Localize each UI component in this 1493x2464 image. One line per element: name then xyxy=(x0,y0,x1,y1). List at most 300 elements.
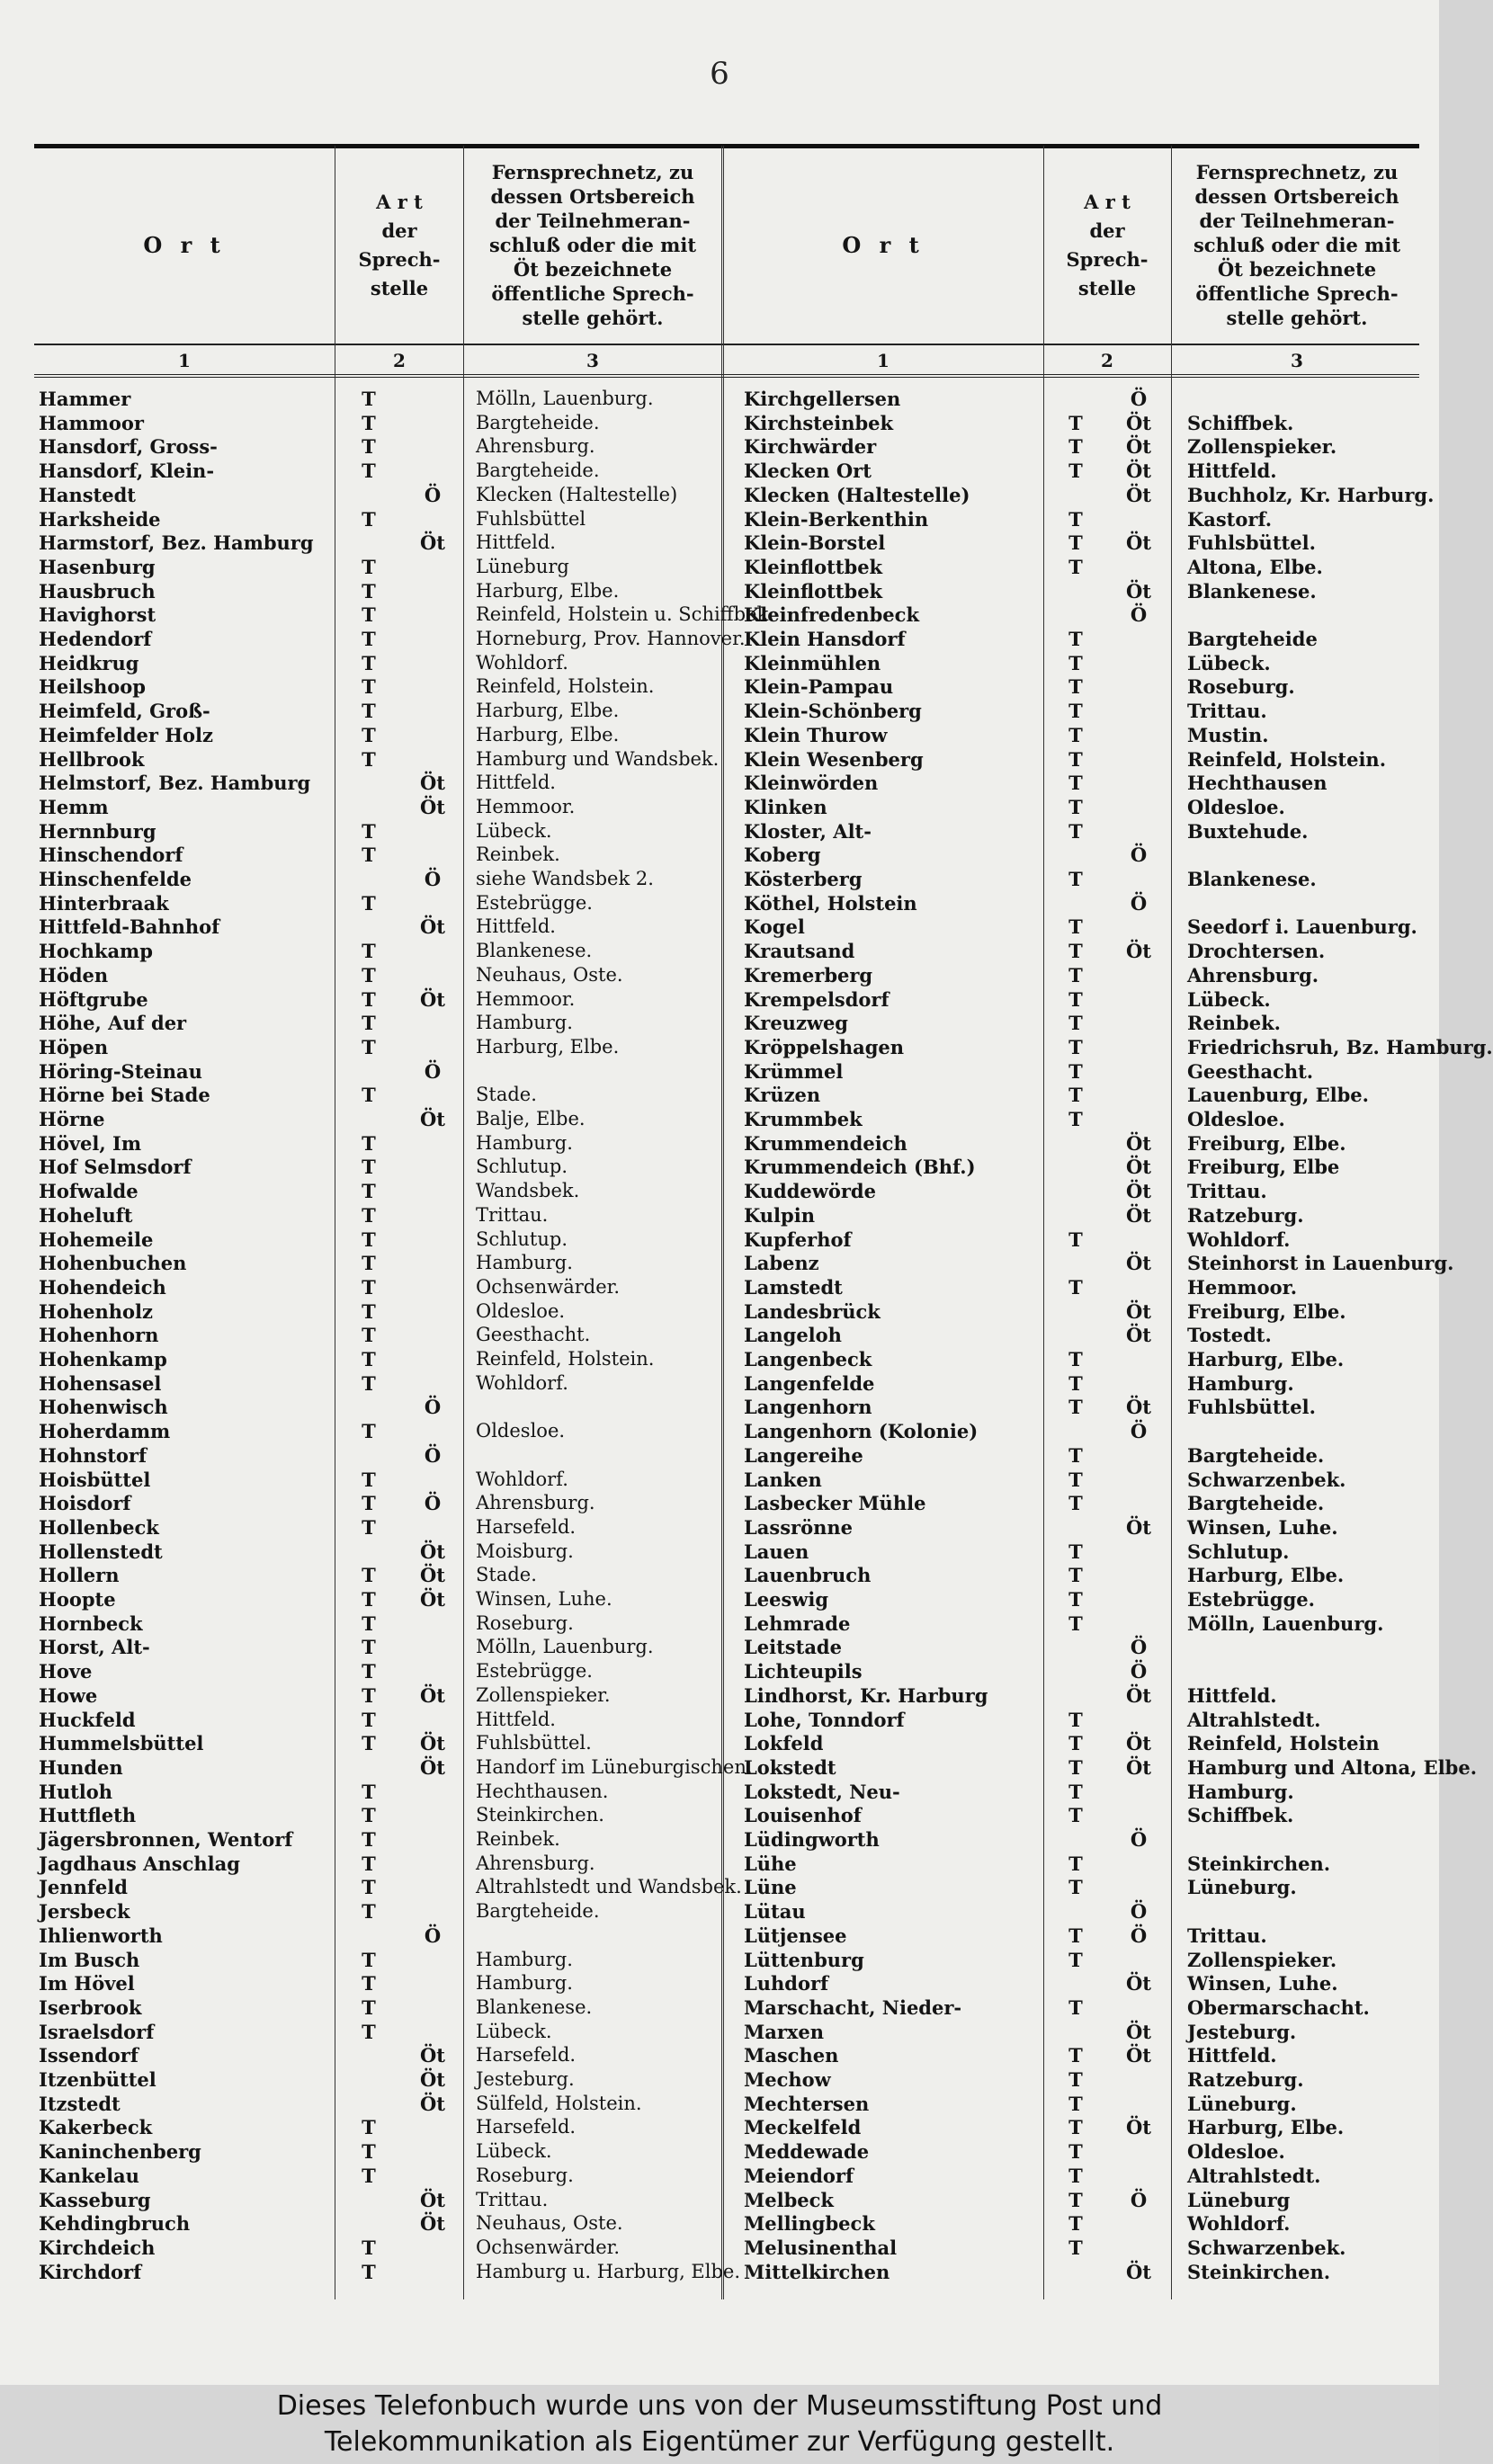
telephone-mark: T xyxy=(362,987,376,1011)
place-name: Hummelsbüttel xyxy=(39,1732,204,1755)
table-row xyxy=(34,1852,1437,1876)
network-name: Reinfeld, Holstein. xyxy=(476,675,655,698)
table-row xyxy=(34,2139,1437,2164)
place-name: Hofwalde xyxy=(39,1180,139,1203)
place-name: Lokstedt, Neu- xyxy=(744,1780,900,1803)
table-row xyxy=(34,1875,1437,1899)
network-name: Lübeck. xyxy=(1187,987,1271,1011)
place-name: Kankelau xyxy=(39,2164,139,2187)
place-name: Itzenbüttel xyxy=(39,2068,156,2091)
telephone-mark: T xyxy=(362,1564,376,1587)
network-name: Hamburg u. Harburg, Elbe. xyxy=(476,2260,741,2282)
telephone-mark: T xyxy=(1068,1804,1083,1827)
telephone-mark: T xyxy=(362,1468,376,1491)
public-station-mark: Öt xyxy=(1126,1732,1151,1755)
public-station-mark: Öt xyxy=(420,1732,445,1755)
public-station-mark: Öt xyxy=(1126,940,1151,963)
telephone-mark: T xyxy=(1068,2164,1083,2187)
telephone-mark: T xyxy=(362,1708,376,1731)
telephone-mark: T xyxy=(362,747,376,771)
telephone-mark: T xyxy=(362,1683,376,1707)
public-station-mark: Öt xyxy=(1126,483,1151,506)
place-name: Heimfeld, Groß- xyxy=(39,700,210,723)
table-row xyxy=(34,1708,1437,1732)
telephone-mark: T xyxy=(1068,1852,1083,1875)
telephone-mark: T xyxy=(362,1972,376,1995)
header-netz-right xyxy=(1173,148,1421,342)
place-name: Höhe, Auf der xyxy=(39,1012,187,1035)
table-row xyxy=(34,2211,1437,2236)
network-name: Steinkirchen. xyxy=(476,1804,604,1826)
header-netz-line: schluß oder die mit xyxy=(488,234,697,256)
place-name: Mechtersen xyxy=(744,2092,870,2115)
table-row xyxy=(34,1107,1437,1131)
telephone-mark: T xyxy=(362,2020,376,2043)
table-row xyxy=(34,1371,1437,1396)
telephone-mark: T xyxy=(1068,2068,1083,2091)
place-name: Hörne bei Stade xyxy=(39,1084,210,1107)
network-name: Harburg, Elbe. xyxy=(476,723,620,745)
place-name: Krummendeich (Bhf.) xyxy=(744,1156,976,1179)
place-name: Hasenburg xyxy=(39,555,156,578)
public-station-mark: Öt xyxy=(1126,460,1151,483)
network-name: Winsen, Luhe. xyxy=(1187,1515,1338,1539)
network-name: Schwarzenbek. xyxy=(1187,2236,1346,2259)
network-name: Hittfeld. xyxy=(476,531,556,554)
telephone-mark: T xyxy=(362,963,376,986)
network-name: Harburg, Elbe. xyxy=(1187,1348,1345,1370)
place-name: Im Busch xyxy=(39,1948,140,1971)
network-name: Fuhlsbüttel. xyxy=(1187,531,1316,555)
place-name: Kasseburg xyxy=(39,2188,151,2211)
telephone-mark: T xyxy=(362,1995,376,2019)
telephone-mark: T xyxy=(362,2260,376,2283)
place-name: Harmstorf, Bez. Hamburg xyxy=(39,531,314,555)
network-name: Lübeck. xyxy=(1187,651,1271,674)
network-name: Lübeck. xyxy=(476,819,552,842)
place-name: Labenz xyxy=(744,1252,819,1275)
telephone-mark: T xyxy=(1068,700,1083,723)
telephone-mark: T xyxy=(1068,1396,1083,1419)
place-name: Leeswig xyxy=(744,1588,829,1611)
table-row xyxy=(34,795,1437,819)
network-name: Harburg, Elbe. xyxy=(476,700,620,722)
place-name: Jagdhaus Anschlag xyxy=(39,1852,240,1875)
table-row xyxy=(34,507,1437,531)
table-row xyxy=(34,1131,1437,1156)
place-name: Landesbrück xyxy=(744,1299,881,1323)
column-number: 2 xyxy=(1101,350,1113,371)
place-name: Melusinenthal xyxy=(744,2236,898,2259)
network-name: Harsefeld. xyxy=(476,1515,577,1538)
place-name: Iserbrook xyxy=(39,1995,142,2019)
table-row xyxy=(34,531,1437,555)
table-row xyxy=(34,1083,1437,1107)
telephone-mark: T xyxy=(1068,2044,1083,2067)
network-name: Hamburg. xyxy=(476,1972,573,1995)
network-name: Bargteheide. xyxy=(476,460,600,482)
public-station-mark: Öt xyxy=(1126,2116,1151,2139)
public-station-mark: Öt xyxy=(1126,531,1151,555)
place-name: Hollern xyxy=(39,1564,120,1587)
place-name: Langenhorn xyxy=(744,1396,872,1419)
place-name: Hanstedt xyxy=(39,483,136,506)
network-name: Wohldorf. xyxy=(476,1468,568,1490)
telephone-mark: T xyxy=(1068,651,1083,674)
network-name: Harsefeld. xyxy=(476,2044,577,2067)
telephone-mark: T xyxy=(1068,555,1083,578)
public-station-mark: Öt xyxy=(420,2068,445,2091)
place-name: Klecken (Haltestelle) xyxy=(744,483,970,506)
telephone-mark: T xyxy=(362,2140,376,2164)
place-name: Klein-Pampau xyxy=(744,675,894,699)
column-number: 3 xyxy=(1291,350,1303,371)
network-name: Hittfeld. xyxy=(1187,460,1277,483)
telephone-mark: T xyxy=(1068,1228,1083,1251)
table-row xyxy=(34,819,1437,844)
network-name: Estebrügge. xyxy=(476,1660,593,1683)
telephone-mark: T xyxy=(362,1515,376,1539)
telephone-mark: T xyxy=(1068,1108,1083,1130)
network-name: Ahrensburg. xyxy=(476,435,595,458)
table-row xyxy=(34,2260,1437,2284)
network-name: Zollenspieker. xyxy=(1187,435,1337,459)
place-name: Hoherdamm xyxy=(39,1420,171,1443)
telephone-mark: T xyxy=(362,2116,376,2139)
place-name: Hinschenfelde xyxy=(39,868,192,890)
table-row xyxy=(34,2188,1437,2212)
network-name: Seedorf i. Lauenburg. xyxy=(1187,915,1417,939)
telephone-mark: T xyxy=(362,1588,376,1611)
place-name: Hohenwisch xyxy=(39,1396,168,1419)
telephone-mark: T xyxy=(1068,435,1083,459)
telephone-mark: T xyxy=(1068,1371,1083,1395)
telephone-mark: T xyxy=(362,555,376,578)
network-name: Zollenspieker. xyxy=(476,1683,611,1706)
header-netz-line: Öt bezeichnete xyxy=(1217,258,1377,281)
network-name: Hamburg und Altona, Elbe. xyxy=(1187,1755,1478,1779)
network-name: Oldesloe. xyxy=(1187,1108,1285,1130)
telephone-mark: T xyxy=(362,1348,376,1370)
header-netz-line: stelle gehört. xyxy=(1226,307,1368,329)
table-row xyxy=(34,1059,1437,1084)
network-name: Ahrensburg. xyxy=(1187,963,1319,986)
table-row xyxy=(34,1563,1437,1587)
place-name: Kakerbeck xyxy=(39,2116,153,2139)
table-row xyxy=(34,867,1437,891)
network-name: Altrahlstedt. xyxy=(1187,1708,1321,1731)
place-name: Klein Hansdorf xyxy=(744,628,906,650)
place-name: Hornbeck xyxy=(39,1611,143,1635)
place-name: Hörne xyxy=(39,1108,105,1130)
telephone-mark: T xyxy=(362,819,376,843)
network-name: Hemmoor. xyxy=(476,795,576,817)
place-name: Lasbecker Mühle xyxy=(744,1492,926,1515)
place-name: Hutloh xyxy=(39,1780,113,1803)
telephone-mark: T xyxy=(362,1084,376,1107)
public-station-mark: Öt xyxy=(420,1755,445,1779)
header-netz-left xyxy=(465,148,720,342)
place-name: Kupferhof xyxy=(744,1228,852,1251)
place-name: Hove xyxy=(39,1660,93,1683)
header-netz-line: Öt bezeichnete xyxy=(513,258,673,281)
public-station-mark: Öt xyxy=(420,987,445,1011)
network-name: Handorf im Lüneburgischen. xyxy=(476,1755,753,1778)
network-name: Jesteburg. xyxy=(1187,2020,1297,2043)
place-name: Koberg xyxy=(744,844,821,867)
table-row xyxy=(34,2092,1437,2116)
public-station-mark: Öt xyxy=(420,1564,445,1587)
place-name: Meddewade xyxy=(744,2140,870,2164)
table-row xyxy=(34,1203,1437,1228)
network-name: Hamburg. xyxy=(476,1252,573,1274)
telephone-mark: T xyxy=(362,1035,376,1058)
telephone-mark: T xyxy=(1068,1948,1083,1971)
network-name: Hamburg und Wandsbek. xyxy=(476,747,720,770)
place-name: Kleinflottbek xyxy=(744,579,883,603)
telephone-mark: T xyxy=(1068,2236,1083,2259)
network-name: Hamburg. xyxy=(476,1131,573,1154)
network-name: Blankenese. xyxy=(476,940,593,962)
table-row xyxy=(34,1299,1437,1324)
place-name: Klein-Schönberg xyxy=(744,700,922,723)
place-name: Krümmel xyxy=(744,1059,844,1083)
network-name: Horneburg, Prov. Hannover. xyxy=(476,628,746,649)
table-row xyxy=(34,1827,1437,1852)
public-station-mark: Ö xyxy=(424,483,442,506)
place-name: Huttfleth xyxy=(39,1804,137,1827)
place-name: Kirchdorf xyxy=(39,2260,142,2283)
telephone-mark: T xyxy=(362,1299,376,1323)
table-row xyxy=(34,1251,1454,1275)
header-rule xyxy=(34,344,1419,345)
telephone-mark: T xyxy=(362,507,376,531)
table-row xyxy=(34,555,1437,579)
place-name: Kuddewörde xyxy=(744,1180,876,1203)
network-name: Ratzeburg. xyxy=(1187,1203,1304,1227)
telephone-mark: T xyxy=(362,1371,376,1395)
network-name: Altrahlstedt. xyxy=(1187,2164,1321,2187)
network-name: Trittau. xyxy=(476,1203,549,1226)
place-name: Kirchwärder xyxy=(744,435,877,459)
network-name: Altrahlstedt und Wandsbek. xyxy=(476,1876,742,1898)
network-name: Steinhorst in Lauenburg. xyxy=(1187,1252,1454,1275)
footer-line: Telekommunikation als Eigentümer zur Verfügung gestellt. xyxy=(324,2426,1115,2458)
network-name: Schwarzenbek. xyxy=(1187,1468,1346,1491)
place-name: Langenbeck xyxy=(744,1348,872,1370)
network-name: Lüneburg xyxy=(1187,2188,1291,2211)
place-name: Hollenstedt xyxy=(39,1540,163,1563)
place-name: Kleinwörden xyxy=(744,772,879,795)
public-station-mark: Öt xyxy=(420,772,445,795)
public-station-mark: Ö xyxy=(1130,1924,1148,1947)
place-name: Hammoor xyxy=(39,411,144,434)
place-name: Lütjensee xyxy=(744,1924,847,1947)
place-name: Hittfeld-Bahnhof xyxy=(39,915,220,939)
place-name: Höring-Steinau xyxy=(39,1059,202,1083)
network-name: Stade. xyxy=(476,1084,537,1106)
public-station-mark: Ö xyxy=(1130,1900,1148,1924)
table-row xyxy=(34,2067,1437,2092)
telephone-mark: T xyxy=(362,1156,376,1179)
table-row xyxy=(34,939,1437,963)
public-station-mark: Öt xyxy=(1126,1324,1151,1347)
network-name: Wohldorf. xyxy=(1187,2212,1291,2236)
table-row xyxy=(34,1948,1437,1972)
network-name: Wohldorf. xyxy=(1187,1228,1291,1251)
telephone-mark: T xyxy=(1068,1732,1083,1755)
place-name: Krummendeich xyxy=(744,1131,907,1155)
public-station-mark: Öt xyxy=(420,1588,445,1611)
table-row xyxy=(34,1635,1437,1659)
telephone-mark: T xyxy=(362,1012,376,1035)
telephone-mark: T xyxy=(362,651,376,674)
network-name: Oldesloe. xyxy=(1187,2140,1285,2164)
place-name: Louisenhof xyxy=(744,1804,862,1827)
header-art-line: stelle xyxy=(370,276,429,299)
table-row xyxy=(34,651,1437,675)
telephone-mark: T xyxy=(1068,1780,1083,1803)
telephone-mark: T xyxy=(362,1636,376,1659)
public-station-mark: Öt xyxy=(420,1540,445,1563)
public-station-mark: Ö xyxy=(1130,1828,1148,1851)
place-name: Klein-Berkenthin xyxy=(744,507,929,531)
network-name: Hechthausen xyxy=(1187,772,1328,795)
network-name: Hamburg. xyxy=(476,1012,573,1034)
table-row xyxy=(34,1347,1437,1371)
public-station-mark: Öt xyxy=(420,1683,445,1707)
table-row xyxy=(34,1395,1437,1419)
telephone-mark: T xyxy=(1068,411,1083,434)
network-name: Mustin. xyxy=(1187,723,1269,746)
place-name: Hohensasel xyxy=(39,1371,162,1395)
table-row xyxy=(34,771,1437,795)
network-name: Ahrensburg. xyxy=(476,1852,595,1874)
network-name: Balje, Elbe. xyxy=(476,1108,586,1129)
network-name: Hittfeld. xyxy=(476,1708,556,1730)
network-name: Oldesloe. xyxy=(1187,795,1285,818)
table-row xyxy=(34,1611,1437,1636)
place-name: Lauen xyxy=(744,1540,809,1563)
network-name: Wohldorf. xyxy=(476,651,568,674)
network-name: Drochtersen. xyxy=(1187,940,1326,963)
table-row xyxy=(34,1755,1478,1780)
telephone-mark: T xyxy=(1068,1035,1083,1058)
public-station-mark: Ö xyxy=(1130,603,1148,627)
place-name: Hof Selmsdorf xyxy=(39,1156,192,1179)
place-name: Ihlienworth xyxy=(39,1924,163,1947)
column-number-rule xyxy=(34,374,1419,378)
telephone-mark: T xyxy=(362,1203,376,1227)
telephone-mark: T xyxy=(1068,915,1083,939)
place-name: Hoopte xyxy=(39,1588,116,1611)
table-row xyxy=(34,1587,1437,1611)
place-name: Maschen xyxy=(744,2044,839,2067)
table-row xyxy=(34,2236,1437,2260)
public-station-mark: Öt xyxy=(1126,1203,1151,1227)
place-name: Kreuzweg xyxy=(744,1012,848,1035)
network-name: Hittfeld. xyxy=(476,772,556,794)
network-name: Reinbek. xyxy=(476,844,560,866)
public-station-mark: Öt xyxy=(420,795,445,818)
telephone-mark: T xyxy=(1068,795,1083,818)
place-name: Kleinfredenbeck xyxy=(744,603,919,627)
header-netz-line: Fernsprechnetz, zu xyxy=(1195,161,1399,183)
header-ort-left: O r t xyxy=(143,232,226,258)
header-art-line: Sprech- xyxy=(1066,247,1149,271)
table-row xyxy=(34,1323,1437,1347)
telephone-mark: T xyxy=(362,1492,376,1515)
table-row xyxy=(34,674,1437,699)
public-station-mark: Ö xyxy=(1130,1636,1148,1659)
public-station-mark: Ö xyxy=(424,1492,442,1515)
table-row xyxy=(34,987,1437,1012)
network-name: Fuhlsbüttel. xyxy=(476,1732,592,1754)
telephone-mark: T xyxy=(1068,1348,1083,1370)
public-station-mark: Ö xyxy=(1130,1660,1148,1683)
table-row xyxy=(34,843,1437,867)
network-name: Lauenburg, Elbe. xyxy=(1187,1084,1369,1107)
public-station-mark: Öt xyxy=(1126,2020,1151,2043)
table-row xyxy=(34,411,1437,435)
telephone-mark: T xyxy=(362,675,376,699)
place-name: Itzstedt xyxy=(39,2092,121,2115)
network-name: Trittau. xyxy=(1187,1180,1267,1203)
place-name: Hohenkamp xyxy=(39,1348,167,1370)
network-name: Harburg, Elbe. xyxy=(1187,2116,1345,2139)
network-name: Blankenese. xyxy=(1187,579,1317,603)
place-name: Luhdorf xyxy=(744,1972,829,1995)
telephone-mark: T xyxy=(362,1324,376,1347)
network-name: Reinfeld, Holstein. xyxy=(476,1348,655,1370)
telephone-mark: T xyxy=(1068,1755,1083,1779)
public-station-mark: Öt xyxy=(420,915,445,939)
table-row xyxy=(34,1035,1493,1059)
place-name: Kirchsteinbek xyxy=(744,411,894,434)
place-name: Hausbruch xyxy=(39,579,156,603)
table-row xyxy=(34,963,1437,987)
network-name: Wohldorf. xyxy=(476,1371,568,1394)
place-name: Hinschendorf xyxy=(39,844,183,867)
header-art-line: A r t xyxy=(1084,190,1131,213)
column-number: 3 xyxy=(586,350,599,371)
place-name: Kirchgellersen xyxy=(744,388,901,410)
telephone-mark: T xyxy=(362,1948,376,1971)
telephone-mark: T xyxy=(362,388,376,410)
network-name: Reinfeld, Holstein. xyxy=(1187,747,1387,771)
network-name: Moisburg. xyxy=(476,1540,574,1562)
telephone-mark: T xyxy=(1068,531,1083,555)
table-row xyxy=(34,1780,1437,1804)
header-art-line: A r t xyxy=(376,190,423,213)
public-station-mark: Öt xyxy=(420,1108,445,1130)
network-name: Schiffbek. xyxy=(1187,411,1294,434)
network-name: Ochsenwärder. xyxy=(476,1275,621,1298)
place-name: Hemm xyxy=(39,795,109,818)
column-number: 2 xyxy=(393,350,406,371)
table-row xyxy=(34,387,1437,411)
place-name: Heidkrug xyxy=(39,651,139,674)
network-name: Reinbek. xyxy=(1187,1012,1281,1035)
network-name: siehe Wandsbek 2. xyxy=(476,868,654,889)
network-name: Freiburg, Elbe. xyxy=(1187,1299,1346,1323)
telephone-mark: T xyxy=(362,1780,376,1803)
place-name: Hollenbeck xyxy=(39,1515,159,1539)
place-name: Lauenbruch xyxy=(744,1564,872,1587)
telephone-mark: T xyxy=(362,891,376,915)
network-name: Freiburg, Elbe xyxy=(1187,1156,1340,1179)
network-name: Roseburg. xyxy=(1187,675,1295,699)
